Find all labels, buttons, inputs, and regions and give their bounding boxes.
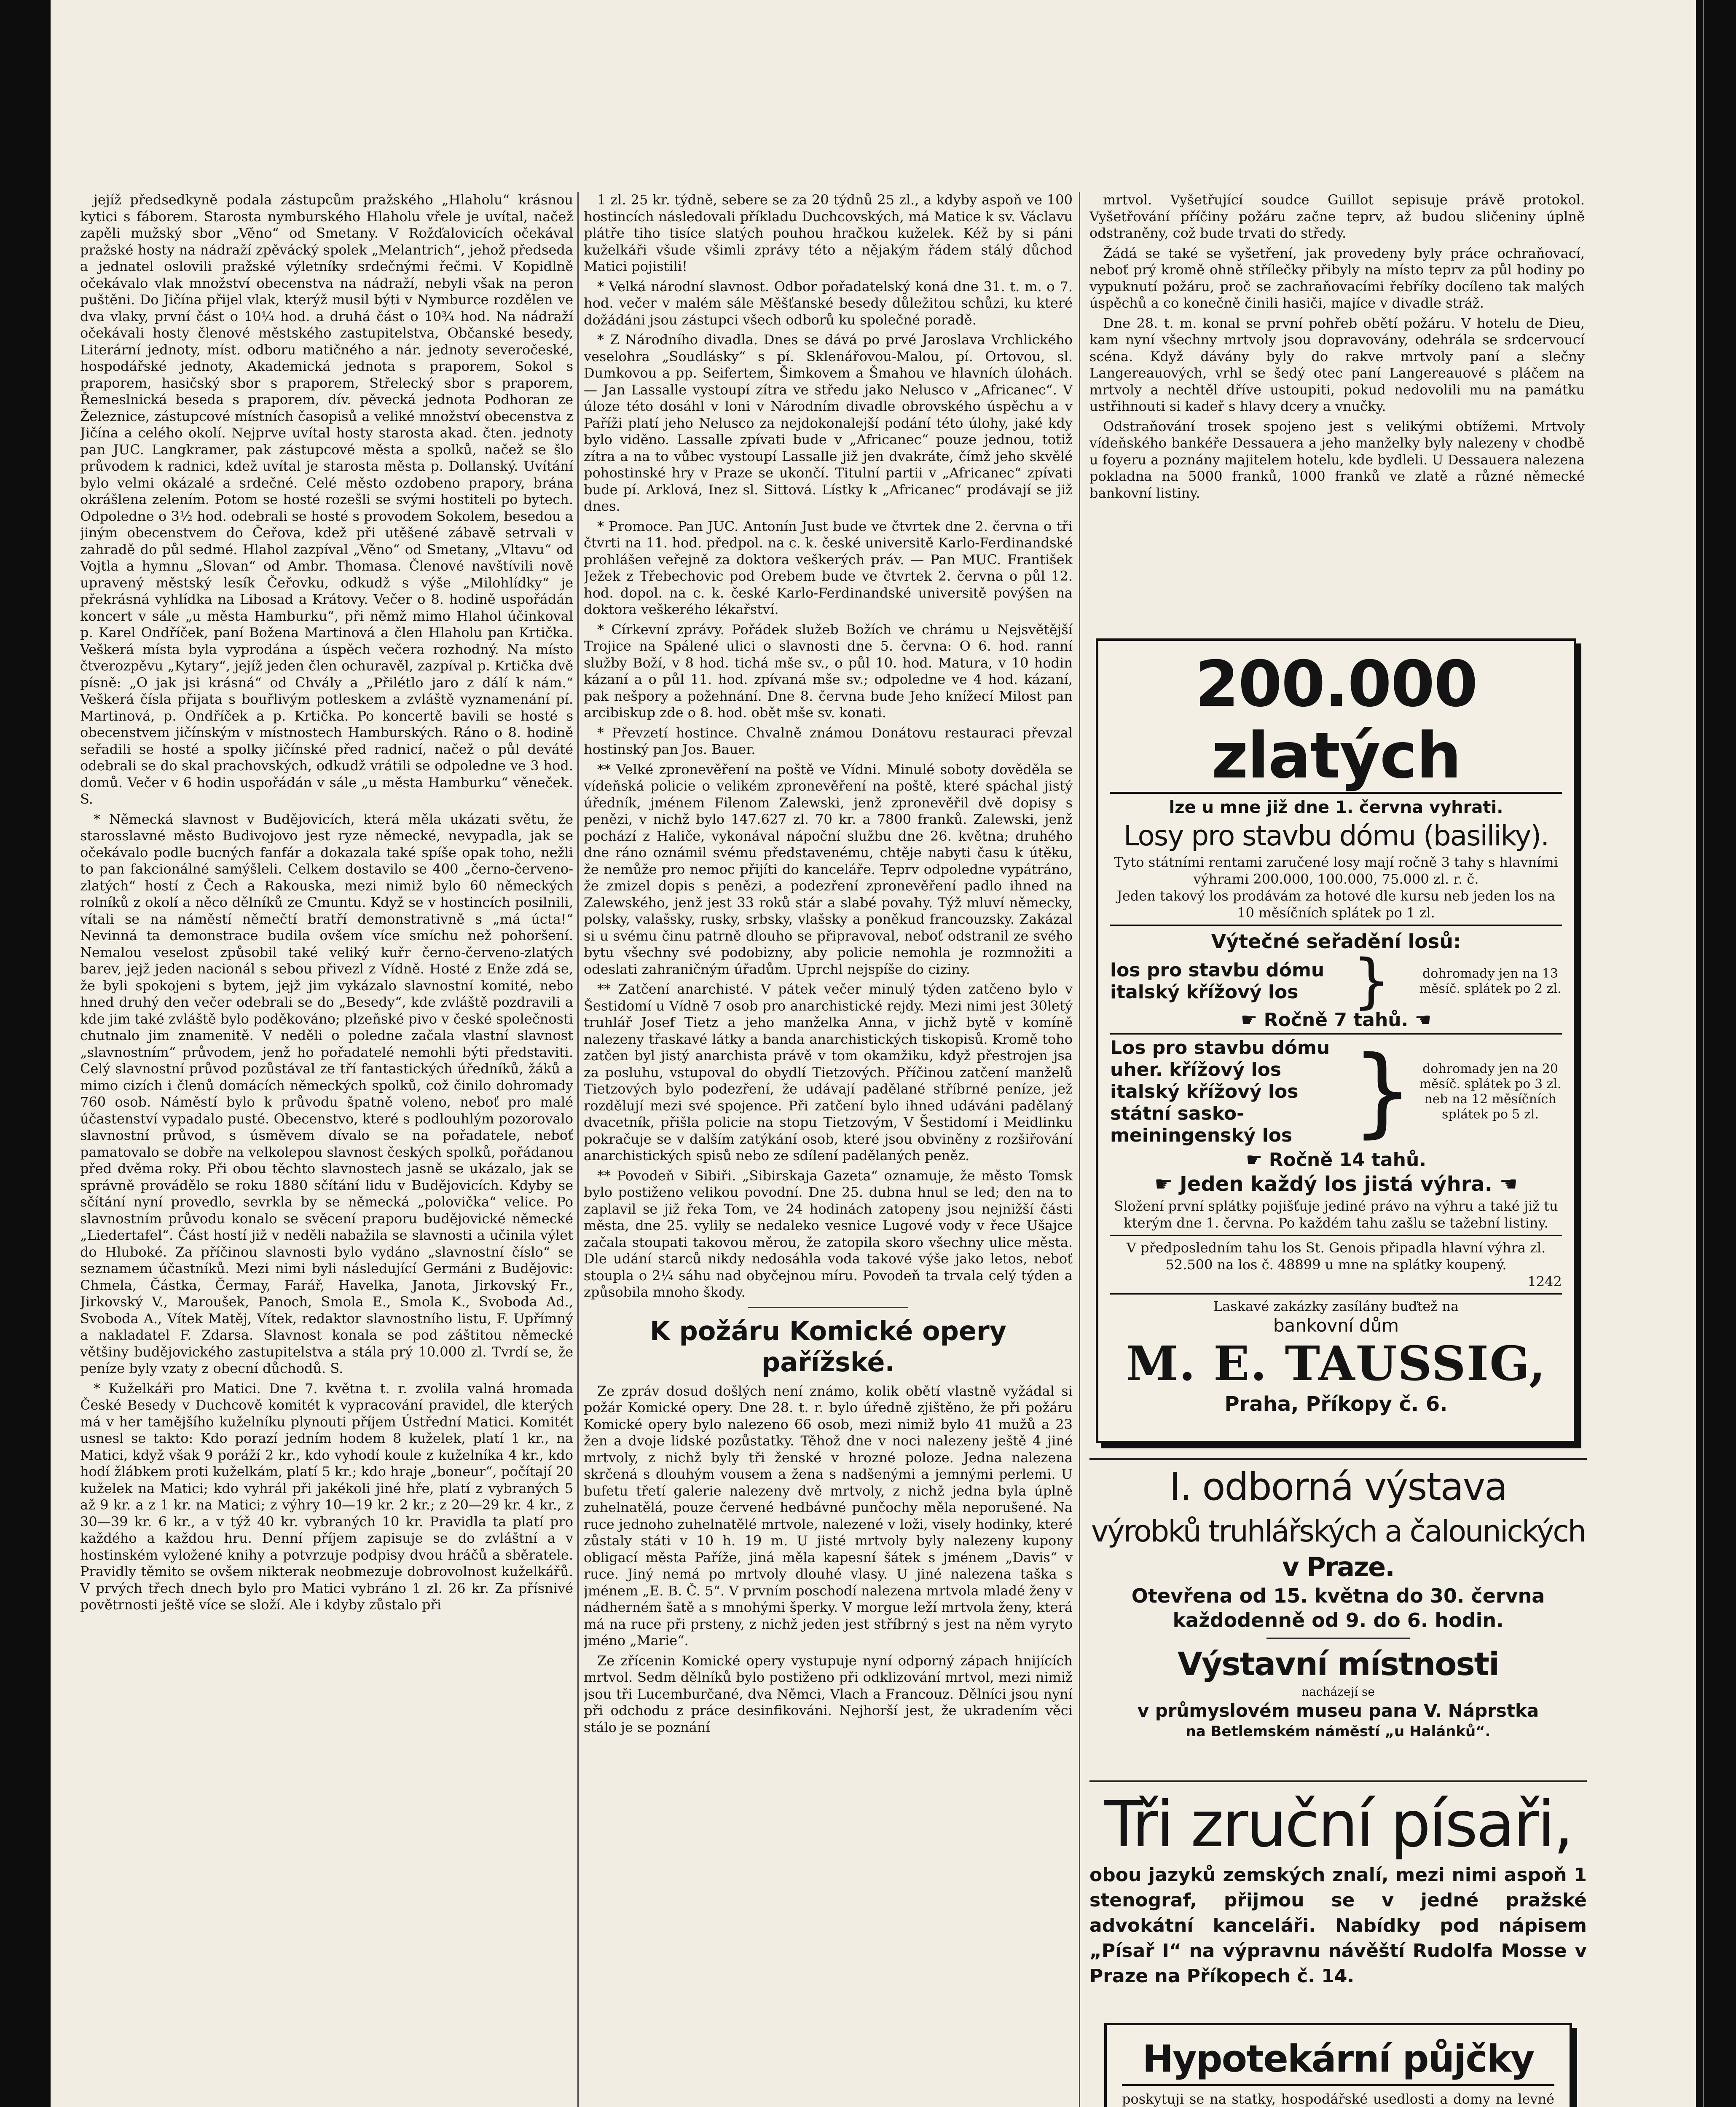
exhibition-advertisement: [1089, 1462, 1587, 1774]
pointing-hand-icon: ☚: [1408, 1009, 1432, 1031]
ad-text: obou jazyků zemských znalí, mezi nimi aspoň 1 stenograf, přijmou se v jedné pražské advokátní kanceláři. Nabídky pod nápisem „Písař I“ na výpravnu návěští Rudolfa Mosse v Praze na Příkopech č. 14.: [1089, 1864, 1587, 1987]
ad-section-title: Výtečné seřadění losů:: [1211, 930, 1461, 953]
ad-text: lze u mne již dne 1. června vyhrati.: [1169, 798, 1503, 817]
ad-rule: [1110, 1293, 1562, 1295]
column-divider: [1079, 192, 1080, 2107]
article-paragraph: * Církevní zprávy. Pořádek služeb Božích ve chrámu u Nejsvětější Trojice na Spálené ulici o slavnosti dne 5. června: O 6. hod. ranní služby Boží, v 8 hod. tichá mše sv., o půl 10. hod. Matura, v 10 hodin kázaní a o půl 11. hod. zpívaná mše sv.; odpoledne ve 4 hod. kázaní, pak nešpory a požehnání. Dne 8. června bude Jeho knížecí Milost pan arcibiskup zde o 8. hod. obět mše sv. konati.: [584, 621, 1073, 721]
ad-text: Tyto státními rentami zaručené losy mají ročně 3 tahy s hlavními výhrami 200.000, 100.000, 75.000 zl. r. č.: [1114, 854, 1558, 887]
venue-title: Výstavní místnosti: [1177, 1645, 1499, 1683]
article-paragraph: 1 zl. 25 kr. týdně, sebere se za 20 týdnů 25 zl., a kdyby aspoň ve 100 hostincích následovali příkladu Duchcovských, má Matice k sv. Václavu plátře tiho tisíce slatých pouhou hračkou kuželek. Kéž by si páni kuželkáři všude všimli zprávy této a nějakým řádem stálý důchod Matici pojistili!: [584, 192, 1073, 274]
lottery-note: dohromady jen na 20 měsíč. splátek po 3 zl. neb na 12 měsíčních splátek po 5 zl.: [1419, 1062, 1562, 1122]
draws-text: Ročně 14 tahů.: [1269, 1149, 1427, 1171]
article-paragraph: * Velká národní slavnost. Odbor pořadatelský koná dne 31. t. m. o 7. hod. večer v malém sále Měšťanské besedy důležitou schůzi, ku které dožádáni jsou zástupci všech odborů ku společné poradě.: [584, 278, 1073, 328]
firm-name: M. E. TAUSSIG,: [1126, 1336, 1546, 1391]
ad-text: bankovní dům: [1273, 1315, 1399, 1336]
article-paragraph: jejíž předsedkyně podala zástupcům pražského „Hlaholu“ krásnou kytici s fáborem. Starosta nymburského Hlaholu vřele je uvítal, načež zapěli mužský sbor „Věno“ od Smetany. V Rožďalovicích očekával pražské hosty na nádraží zpěvácký spolek „Melantrich“, jehož předseda a jednatel oslovili pražské výletníky srdečnými řečmi. V Kopidlně očekávalo vlak množství obecenstva na nádraží, nebyli však na peron puštěni. Do Jičína přijel vlak, kterýž musil býti v Nymburce rozdělen ve dva vlaky, první část o 10¼ hod. a druhá část o 10¾ hod. Na nádraží očekávali hosty členové městského zastupitelstva, Občanské besedy, Literární jednoty, míst. odboru matičného a nár. jednoty severočeské, hospodářské jednoty, Akademická jednota s praporem, Sokol s praporem, hasičský sbor s praporem, Střelecký sbor s praporem, Řemeslnická beseda s praporem, dív. pěvecká jednota Podhoran ze Železnice, zástupcové místních časopisů a veliké množství obecenstva z Jičína a celého okolí. Nejprve uvítal hosty starosta akad. čten. jednoty pan JUC. Langkramer, pak zástupcové města a spolků, načež se šlo průvodem k radnici, kdež uvítal je starosta města p. Dollanský. Uvítání bylo velmi okázalé a srdečné. Celé město ozdobeno prapory, brána okrášlena zelením. Potom se hosté rozešli se svými hostiteli po bytech. Odpoledne o 3½ hod. odebrali se hosté s provodem Sokolem, besedou a jiným obecenstvem do Čeřova, kdež při utěšené zábavě setrvali v zahradě do půl sedmé. Hlahol zazpíval „Věno“ od Smetany, „Vltavu“ od Vojtla a hymnu „Slovan“ od Ambr. Thomasa. Členové navštívili nově upravený městský lesík Čeřovku, odkudž s výše „Milohlídky“ je překrásná vyhlídka na Libosad a Krátovy. Večer o 8. hodině uspořádán koncert v sále „u města Hamburku“, při němž mimo Hlahol účinkoval p. Karel Ondříček, paní Božena Martinová a člen Hlaholu pan Krtička. Veškerá místa byla vyprodána a úspěch večera rozhodný. Na místo čtverozpěvu „Kytary“, jejíž jeden člen ochuravěl, zazpíval p. Krtička dvě písně: „O jak jsi krásná“ od Chvály a „Přilétlo jaro z dálí k nám.“ Veškerá čísla přijata s bouřlivým potleskem a zvláště vyznamenání pí. Martinová, p. Ondříček a p. Krtička. Po koncertě bavili se hosté s obecenstvem jičínským v místnostech Hamburských. Ráno o 8. hodině seřadili se hosté a spolky jičínské před radnicí, načež o půl deváté odebrali se do skal prachovských, odkudž vrátili se odpoledne ve 3 hod. domů. Večer v 6 hodin uspořádán v sále „u města Hamburku“ věneček. S.: [80, 192, 573, 807]
ad-text: Jeden takový los prodávám za hotové dle kursu neb jeden los na 10 měsíčních splátek po 1 zl.: [1117, 888, 1555, 921]
scribes-advertisement: [1089, 1787, 1587, 2006]
scan-border-left: [0, 0, 51, 2107]
lottery-group-1: [1110, 947, 1562, 1016]
guarantee-text: Jeden každý los jistá výhra.: [1179, 1172, 1493, 1196]
lottery-item: státní sasko-meiningenský los: [1110, 1103, 1293, 1146]
lottery-draws: [1110, 1009, 1562, 1031]
lottery-item: los pro stavbu dómu: [1110, 960, 1325, 981]
article-paragraph: * Z Národního divadla. Dnes se dává po prvé Jaroslava Vrchlického veselohra „Soudlásky“ s pí. Sklenářovou-Malou, pí. Ortovou, sl. Dumkovou a pp. Seifertem, Šimkovem a Šmahou ve hlavních úlohách. — Jan Lassalle vystoupí zítra ve středu jako Nelusco v „Africanec“. V úloze této dosáhl v loni v Národním divadle obrovského úspěchu a v Paříži platí jeho Nelusco za nejdokonalejší podání této úlohy, jaké kdy bylo viděno. Lassalle zpívati bude v „Africanec“ pouze jednou, totiž zítra a na to vůbec vystoupí Lassalle již jen dvakráte, čímž jeho skvělé pohostinské hry v Praze se ukončí. Titulní partii v „Africanec“ zpívati bude pí. Arklová, Inez sl. Sittová. Lístky k „Africanec“ prodávají se již dnes.: [584, 332, 1073, 514]
lottery-item: italský křížový los: [1110, 981, 1299, 1003]
column-divider: [577, 192, 579, 2107]
article-paragraph: Ze zpráv dosud došlých není známo, kolik obětí vlastně vyžádal si požár Komické opery. Dne 28. t. r. bylo úředně zjištěno, že při požáru Komické opery bylo nalezeno 66 osob, mezi nimiž bylo 41 mužů a 23 žen a dvoje lidské pozůstatky. Těhož dne v noci nalezeny ještě 4 jiné mrtvoly, z nichž byly tři ženské v hrozné poloze. Jedna nalezena skrčená s dlouhým vousem a žena s nadšenými a jemnými perlemi. U bufetu třetí galerie nalezeny dvě mrtvoly, z nichž jedna byla úplně zuhelnatělá, pouze červené hedbávné punčochy měla neporušené. Na ruce jednoho zuhelnatělé mrtvole, nalezené v loži, visely hodinky, které zůstaly státi v 10 h. 19 m. U jisté mrtvoly byly nalezeny kupony obligací města Paříže, jiná měla kapesní šátek s jménem „Davis“ v ruce. Jiný nemá po mrtvoly dlouhé vlasy. U jiné nalezena taška s jménem „E. B. Č. 5“. V prvním poschodí nalezena mrtvola mladé ženy v nádherném šatě a s mnohými šperky. V morgue leží mrtvola ženy, která má na ruce při prsteny, z nichž jeden jest stříbrný s jest na něm vyryto jméno „Marie“.: [584, 1383, 1073, 1649]
ad-separator: [1089, 1458, 1587, 1460]
article-paragraph: Odstraňování trosek spojeno jest s velikými obtížemi. Mrtvoly vídeňského bankéře Dessauera a jeho manželky byly nalezeny v chodbě u foyeru a poznány majitelem hotelu, kde bydleli. U Dessauera nalezena pokladna na 5000 franků, 1000 franků ve zlatě a různé německé bankovní listiny.: [1089, 418, 1585, 501]
ad-rule: [1110, 925, 1562, 926]
article-paragraph: Dne 28. t. m. konal se první pohřeb obětí požáru. V hotelu de Dieu, kam nyní všechny mrtvoly jsou dopravovány, odehrála se srdcervoucí scéna. Když dávány byly do rakve mrtvoly paní a slečny Langereauových, vrhl se šedý otec paní Langereauové s pláčem na mrtvoly a nechtěl dříve ustoupiti, pokud nedovolili mu na památku ustřihnouti si kadeř s hlavy dcery a vnučky.: [1089, 315, 1585, 414]
venue-address: na Betlemském náměstí „u Halánků“.: [1186, 1723, 1491, 1740]
ad-text: V předposledním tahu los St. Genois připadla hlavní výhra zl. 52.500 na los č. 48899 u mne na splátky koupený.: [1126, 1240, 1546, 1273]
pointing-hand-icon: ☛: [1245, 1149, 1269, 1171]
lottery-note: dohromady jen na 13 měsíč. splátek po 2 zl.: [1419, 966, 1562, 996]
ad-headline: I. odborná výstava: [1169, 1465, 1507, 1509]
venue-line: v průmyslovém museu pana V. Náprstka: [1137, 1700, 1539, 1721]
exhibition-dates: Otevřena od 15. května do 30. června: [1131, 1584, 1545, 1607]
article-paragraph: ** Zatčení anarchisté. V pátek večer minulý týden zatčeno bylo v Šestidomí u Vídně 7 osob pro anarchistické rejdy. Mezi nimi jest 30letý truhlář Josef Tietz a jeho manželka Anna, v jichž bytě v komíně nalezeny třaskavé látky a banda anarchistických tiskopisů. Kromě toho zatčen byl jistý anarchista právě v tom okamžiku, když přestrojen jsa za posluhu, vstupoval do obydlí Tietzových. Příčinou zatčení manželů Tietzových bylo podezření, že udávají padělané stříbrné peníze, jež rozdělují mezi své spojence. Při zatčení bylo ihned udáváni padělaný dvacetník, přišla policie na stopu Tietzovým, V Šestidomí i Meidlinku pokračuje se v dalším zatýkání osob, které jsou obviněny z rozšiřování anarchistických spisů nebo ze sdílení padělaných peněz.: [584, 981, 1073, 1163]
firm-address: Praha, Příkopy č. 6.: [1224, 1392, 1448, 1416]
ad-subheadline: Losy pro stavbu dómu (basiliky).: [1123, 820, 1549, 852]
pointing-hand-icon: ☛: [1240, 1009, 1264, 1031]
article-paragraph: * Promoce. Pan JUC. Antonín Just bude ve čtvrtek dne 2. června o tři čtvrti na 11. hod. předpol. na c. k. české universitě Karlo-Ferdinandské prohlášen veřejně za doktora veškerých práv. — Pan MUC. František Ježek z Třebechovic pod Orebem bude ve čtvrtek 2. června o půl 12. hod. dopol. na c. k. české Karlo-Ferdinandské universitě povýšen na doktora veškerého lékařství.: [584, 518, 1073, 617]
ad-code: 1242: [1527, 1273, 1562, 1289]
pointing-hand-icon: ☛: [1154, 1172, 1180, 1196]
ad-headline: výrobků truhlářských a čalounických: [1091, 1514, 1586, 1549]
ad-headline: 200.000 zlatých: [1110, 649, 1562, 794]
lottery-guarantee: [1110, 1172, 1562, 1196]
ad-text: Složení první splátky pojišťuje jediné právo na výhru a také již tu kterým dne 1. června. Po každém tahu zašlu se tažební listiny.: [1114, 1198, 1558, 1231]
page-fold-line: [1703, 0, 1704, 2107]
pointing-hand-icon: ☚: [1492, 1172, 1518, 1196]
article-paragraph: mrtvol. Vyšetřující soudce Guillot sepisuje právě protokol. Vyšetřování příčiny požáru začne teprv, až budou sličeniny úplně odstraněny, což bude trvati do středy.: [1089, 192, 1585, 241]
article-paragraph: * Německá slavnost v Budějovicích, která měla ukázati světu, že starosslavné město Budivojovo jest ryze německé, nevypadla, jak se očekávalo podle bucných fanfár a dokazala také spíše opak toho, nežli to pan fakcionálné samýšleli. Celkem dostavilo se 400 „černo-červeno-zlatých“ hostí z Čech a Rakouska, mezi nimiž bylo 60 německých rolníků z okolí a něco dělníků ze Cmuntu. Když se v hostincích posilnili, vítali se na náměstí němečtí bratří demonstrativně s „má úcta!“ Nevinná ta demonstrace budila ovšem více smíchu než pohoršení. Nemalou veselost způsobil také veliký kuřr černo-červeno-zlatých barev, jejž jeden nacionál s sebou přivezl z Vídně. Hosté z Enže zdá se, že byli spokojeni s bytem, jejž jim vykázalo slavnostní komité, nebo hned druhý den večer odebrali se do „Besedy“, kde zvláště pozdravili a kde jim také zvláště bylo poděkováno; plzeňské pivo v české společnosti chutnalo jim znamenitě. V neděli o poledne začala vlastní slavnost „slavnostním“ průvodem, jenž ho pořadatelé nemohli býti představiti. Celý slavnostní průvod pozůstával ze tří fantastických úředníků, žáků a mimo cizích i členů domácích německých spolků, což činilo dohromady 760 osob. Náměstí bylo k průvodu špatně voleno, neboť pro malé účastenství vypadalo pusté. Obecenstvo, které s podlouhlým pozorovalo slavnostní průvod, s úsměvem dívalo se na pořadatele, neboť pamatovalo se dobře na velkolepou slavnost českých spolků, pořádanou před dvěma roky. Při obou těchto slavnostech jasně se ukázalo, jak se správně provádělo se roku 1880 sčítání lidu v Budějovicích. Kdyby se sčítání nyní provedlo, sevrkla by se německá „polovička“ velice. Po slavnostním průvodu konalo se svěcení praporu budějovické německé „Liedertafel“. Část hostí již v neděli nabažila se slavnosti a učinila výlet do Hluboké. Za příčinou slavnosti bylo vydáno „slavnostní číslo“ se seznamem účastníků. Mezi nimi byli následující Germáni z Budějovic: Chmela, Částka, Čermay, Farář, Havelka, Janota, Jirkovský Fr., Jirkovský V., Maroušek, Panoch, Smola E., Smola K., Svoboda Ad., Svoboda A., Vítek Matěj, Vítek, redaktor slavnostního listu, F. Upřímný a nakladatel F. Zdarsa. Slavnost konala se pod záštitou německé většiny budějovického zastupitelstva a stála prý 10.000 zl. Tvrdí se, že peníze byly vzaty z obecní důchodů. S.: [80, 811, 573, 1376]
article-paragraph: * Převzetí hostince. Chvalně známou Donátovu restauraci převzal hostinský pan Jos. Bauer.: [584, 724, 1073, 757]
article-paragraph: ** Velké zpronevěření na poště ve Vídni. Minulé soboty dověděla se vídeňská policie o velikém zpronevěření na poště, které spáchal jistý úředník, jménem Filenom Zalewski, jenž zpronevěřil dvě dopisy s penězi, v nichž bylo 147.627 zl. 70 kr. a 7800 franků. Zalewski, jenž pochází z Haliče, vykonával nápoční službu dne 26. května; druhého dne ráno oznámil svému představenému, chtěje nabyti času k útěku, že nemůže pro nemoc přijíti do kanceláře. Teprv odpoledne vypátráno, že zmizel dopis s penězi, a podezření zpronevěření padlo ihned na Zalewského, jenž jest 33 roků stár a slabé povahy. Týž mluví německy, polsky, valašsky, rusky, srbsky, vlašsky a poněkud francouzsky. Zakázal si u svému činu patrně dlouho se připravoval, neboť odstranil ze svého bytu všechny své podobizny, aby policie nemohla je rozmnožiti a odeslati zahraničným úřadům. Uprchl nejspíše do ciziny.: [584, 761, 1073, 977]
ad-separator: [1089, 1780, 1587, 1782]
lottery-group-2: [1110, 1037, 1562, 1147]
column-3: [1089, 192, 1585, 630]
lottery-item: italský křížový los: [1110, 1081, 1299, 1102]
ad-text: Laskavé zakázky zasílány buďtež na: [1213, 1298, 1459, 1314]
ad-subheadline: v Praze.: [1282, 1552, 1394, 1582]
lottery-item: Los pro stavbu dómu: [1110, 1037, 1330, 1059]
venue-small: nacházejí se: [1301, 1685, 1375, 1699]
scan-border-right: [1696, 0, 1736, 2107]
lottery-item: uher. křížový los: [1110, 1059, 1282, 1080]
ad-headline: Hypotekární půjčky: [1122, 2034, 1554, 2086]
article-paragraph: Žádá se také se vyšetření, jak provedeny byly práce ochraňovací, neboť prý kromě ohně střílečky přibyly na místo teprv za půl hodiny po vypuknutí požáru, proč se zachraňovacími řebříky docíleno tak malých úspěchů a co konečně činili hasiči, majíce v divadle stráž.: [1089, 245, 1585, 311]
draws-text: Ročně 7 tahů.: [1264, 1009, 1409, 1031]
brace-icon: }: [1351, 1035, 1414, 1148]
column-1: [80, 192, 573, 2107]
ad-rule: [1266, 1638, 1410, 1639]
brace-icon: }: [1352, 947, 1390, 1016]
article-paragraph: Ze zřícenin Komické opery vystupuje nyní odporný zápach hnijících mrtvol. Sedm dělníků bylo postiženo při odklizování mrtvol, mezi nimiž jsou tři Lucemburčané, dva Němci, Vlach a Francouz. Dělníci jsou nyní při odchodu z práce desinfikováni. Nejhorší jest, že ukradením věci stálo je se poznání: [584, 1652, 1073, 1735]
article-paragraph: ** Povodeň v Sibiři. „Sibirskaja Gazeta“ oznamuje, že město Tomsk bylo postiženo velikou povodní. Dne 25. dubna hnul se led; den na to zaplavil se již řeka Tom, ve 24 hodinách zatopeny jsou nejnižší části města, dne 25. vylily se nedaleko vesnice Lugové vody v řece Ušajce začala stoupati takovou měrou, že zatopila skoro všechny ulice města. Dle udání starců nikdy nedosáhla voda takové výše jako letos, neboť stoupla o 2¼ sáhu nad obyčejnou míru. Povodeň ta trvala celý týden a způsobila mnoho škody.: [584, 1167, 1073, 1300]
ad-rule: [1110, 1033, 1562, 1035]
exhibition-hours: každodenně od 9. do 6. hodin.: [1173, 1609, 1504, 1632]
lottery-advertisement: [1096, 638, 1576, 1443]
lottery-draws: [1110, 1149, 1562, 1171]
ad-rule: [1110, 1235, 1562, 1236]
article-heading: K požáru Komické opery pařížské.: [649, 1315, 1007, 1378]
article-paragraph: * Kuželkáři pro Matici. Dne 7. května t. r. zvolila valná hromada České Besedy v Duchcově komitét k vypracování pravidel, dle kterých má v her tamějšího kuželníku plynouti příjem Ústřední Matici. Komitét usnesl se takto: Kdo porazí jedním hodem 8 kuželek, platí 1 kr., na Matici, když však 9 poráží 2 kr., kdo vyhodí koule z kuželníka 4 kr., kdo hodí žlábkem proti kuželkám, platí 5 kr.; kdo hraje „boneur“, počítají 20 kuželek na Matici; kdo vyhrál při jakékoli jiné hře, platí z vybraných 5 až 9 kr. a z 1 kr. na Matici; z výhry 10—19 kr. 2 kr.; z 20—29 kr. 4 kr., z 30—39 kr. 6 kr., a v týž 40 kr. vybraných 10 kr. Pravidla ta platí pro každého a každou hru. Denní příjem zapisuje se do zvláštní a v hostinském vyložené knihy a potvrzuje podpisy dvou hráčů a sběratele. Pravidly těmito se ovšem nikterak neobmezuje dobrovolnost kuželkářů. V prvých třech dnech bylo pro Matici vybráno 1 zl. 26 kr. Za přísnivé povětrnosti ještě více se složí. Ale i kdyby zůstalo při: [80, 1380, 573, 1613]
loans-advertisement: [1104, 2023, 1572, 2107]
ad-headline: Tři zruční písaři,: [1104, 1788, 1572, 1861]
section-rule: [748, 1307, 908, 1308]
column-2: [584, 192, 1073, 2107]
ad-text: poskytuji se na statky, hospodářské usedlosti a domy na levné: [1122, 2091, 1554, 2107]
